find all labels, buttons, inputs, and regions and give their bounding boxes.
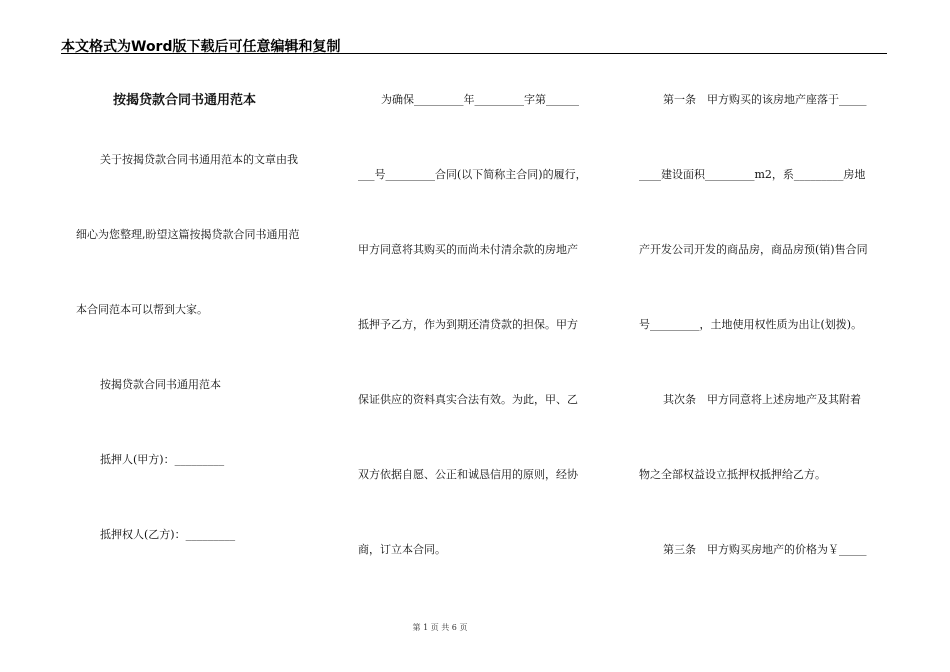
paragraph-line: 号_________，土地使用权性质为出让(划拨)。	[639, 318, 863, 331]
paragraph-line: ____建设面积_________m2，系_________房地	[639, 168, 866, 181]
paragraph-line: 产开发公司开发的商品房，商品房预(销)售合同	[639, 243, 868, 256]
paragraph-line: 细心为您整理,盼望这篇按揭贷款合同书通用范	[76, 228, 300, 241]
paragraph-line: 双方依据自愿、公正和诚恳信用的原则，经协	[358, 468, 578, 481]
article-1-line: 第一条 甲方购买的该房地产座落于_____	[663, 93, 867, 106]
paragraph-line: 甲方同意将其购买的而尚未付清余款的房地产	[358, 243, 578, 256]
page-number: 第 1 页 共 6 页	[412, 623, 468, 632]
paragraph-line: 关于按揭贷款合同书通用范本的文章由我	[100, 153, 298, 166]
paragraph-line: 按揭贷款合同书通用范本	[100, 378, 221, 391]
paragraph-line: 为确保_________年_________字第______	[381, 93, 579, 106]
mortgagee-field: 抵押权人(乙方)：_________	[100, 528, 236, 541]
paragraph-line: 保证供应的资料真实合法有效。为此，甲、乙	[358, 393, 578, 406]
mortgagor-field: 抵押人(甲方)：_________	[100, 453, 225, 466]
paragraph-line: 商，订立本合同。	[358, 543, 446, 556]
paragraph-line: 物之全部权益设立抵押权抵押给乙方。	[639, 468, 826, 481]
paragraph-line: ___号_________合同(以下简称主合同)的履行，	[358, 168, 587, 181]
paragraph-line: 抵押予乙方，作为到期还清贷款的担保。甲方	[358, 318, 578, 331]
header-divider	[61, 53, 887, 54]
article-3-line: 第三条 甲方购买房地产的价格为￥_____	[663, 543, 867, 556]
document-title: 按揭贷款合同书通用范本	[113, 93, 257, 108]
paragraph-line: 本合同范本可以帮到大家。	[76, 303, 208, 316]
article-2-line: 其次条 甲方同意将上述房地产及其附着	[663, 393, 861, 406]
document-header: 本文格式为Word版下载后可任意编辑和复制	[61, 39, 341, 55]
